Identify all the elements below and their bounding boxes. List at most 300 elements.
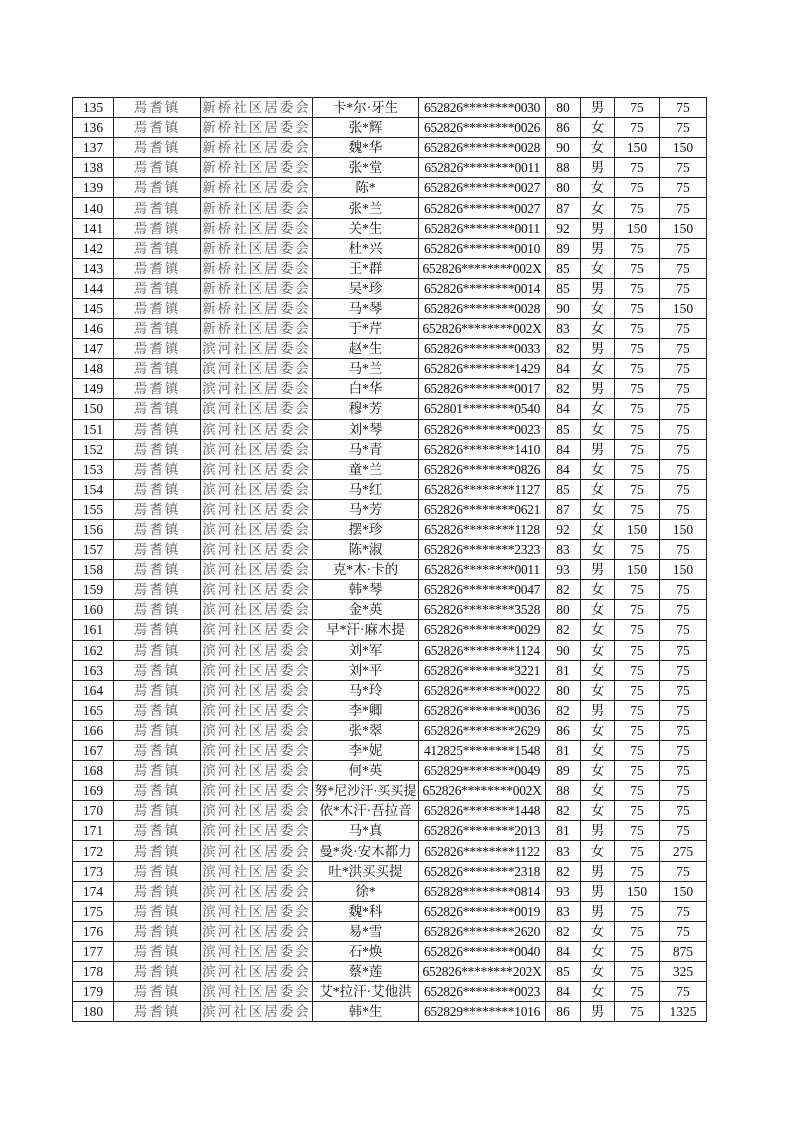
standard-cell: 75 <box>615 319 660 339</box>
amount-cell: 75 <box>660 801 707 821</box>
age-cell: 85 <box>546 962 581 982</box>
table-row <box>73 901 707 921</box>
table-row <box>73 620 707 640</box>
community-cell: 滨河社区居委会 <box>201 580 313 600</box>
name-cell: 杜*兴 <box>313 238 419 258</box>
sex-cell: 女 <box>581 298 615 318</box>
age-cell: 82 <box>546 801 581 821</box>
name-cell: 马*兰 <box>313 359 419 379</box>
community-cell: 滨河社区居委会 <box>201 841 313 861</box>
id-number-cell: 652826********0019 <box>419 901 546 921</box>
standard-cell: 75 <box>615 580 660 600</box>
age-cell: 80 <box>546 680 581 700</box>
table-row <box>73 821 707 841</box>
id-number-cell: 652826********1429 <box>419 359 546 379</box>
sex-cell: 男 <box>581 700 615 720</box>
amount-cell: 75 <box>660 680 707 700</box>
name-cell: 金*英 <box>313 600 419 620</box>
sex-cell: 女 <box>581 419 615 439</box>
row-number-cell: 144 <box>73 278 114 298</box>
town-cell: 焉耆镇 <box>114 178 201 198</box>
amount-cell: 75 <box>660 861 707 881</box>
row-number-cell: 135 <box>73 98 114 118</box>
row-number-cell: 158 <box>73 560 114 580</box>
sex-cell: 男 <box>581 278 615 298</box>
amount-cell: 75 <box>660 278 707 298</box>
row-number-cell: 152 <box>73 439 114 459</box>
town-cell: 焉耆镇 <box>114 560 201 580</box>
table-body <box>73 98 707 1022</box>
age-cell: 82 <box>546 580 581 600</box>
sex-cell: 男 <box>581 339 615 359</box>
amount-cell: 75 <box>660 198 707 218</box>
name-cell: 吴*珍 <box>313 278 419 298</box>
sex-cell: 女 <box>581 941 615 961</box>
row-number-cell: 166 <box>73 720 114 740</box>
row-number-cell: 165 <box>73 700 114 720</box>
community-cell: 滨河社区居委会 <box>201 459 313 479</box>
id-number-cell: 652826********0023 <box>419 419 546 439</box>
table-row <box>73 801 707 821</box>
community-cell: 滨河社区居委会 <box>201 941 313 961</box>
id-number-cell: 652826********0011 <box>419 158 546 178</box>
row-number-cell: 179 <box>73 982 114 1002</box>
table-row <box>73 982 707 1002</box>
name-cell: 徐* <box>313 881 419 901</box>
sex-cell: 女 <box>581 982 615 1002</box>
community-cell: 新桥社区居委会 <box>201 298 313 318</box>
id-number-cell: 652826********1448 <box>419 801 546 821</box>
name-cell: 马*琴 <box>313 298 419 318</box>
table-row <box>73 861 707 881</box>
town-cell: 焉耆镇 <box>114 680 201 700</box>
row-number-cell: 148 <box>73 359 114 379</box>
id-number-cell: 652826********1124 <box>419 640 546 660</box>
town-cell: 焉耆镇 <box>114 700 201 720</box>
community-cell: 滨河社区居委会 <box>201 1002 313 1022</box>
town-cell: 焉耆镇 <box>114 379 201 399</box>
table-row <box>73 560 707 580</box>
sex-cell: 男 <box>581 98 615 118</box>
row-number-cell: 180 <box>73 1002 114 1022</box>
standard-cell: 75 <box>615 861 660 881</box>
standard-cell: 75 <box>615 399 660 419</box>
town-cell: 焉耆镇 <box>114 781 201 801</box>
age-cell: 87 <box>546 198 581 218</box>
row-number-cell: 150 <box>73 399 114 419</box>
amount-cell: 150 <box>660 560 707 580</box>
amount-cell: 75 <box>660 399 707 419</box>
community-cell: 滨河社区居委会 <box>201 781 313 801</box>
standard-cell: 75 <box>615 660 660 680</box>
table-row <box>73 600 707 620</box>
name-cell: 王*群 <box>313 258 419 278</box>
community-cell: 滨河社区居委会 <box>201 761 313 781</box>
row-number-cell: 160 <box>73 600 114 620</box>
age-cell: 84 <box>546 982 581 1002</box>
name-cell: 吐*洪买买提 <box>313 861 419 881</box>
amount-cell: 75 <box>660 640 707 660</box>
standard-cell: 75 <box>615 640 660 660</box>
name-cell: 刘*平 <box>313 660 419 680</box>
amount-cell: 150 <box>660 298 707 318</box>
standard-cell: 75 <box>615 680 660 700</box>
id-number-cell: 652826********0029 <box>419 620 546 640</box>
amount-cell: 75 <box>660 700 707 720</box>
row-number-cell: 177 <box>73 941 114 961</box>
amount-cell: 75 <box>660 339 707 359</box>
name-cell: 张*堂 <box>313 158 419 178</box>
id-number-cell: 652826********0028 <box>419 298 546 318</box>
name-cell: 童*兰 <box>313 459 419 479</box>
community-cell: 新桥社区居委会 <box>201 98 313 118</box>
row-number-cell: 172 <box>73 841 114 861</box>
community-cell: 滨河社区居委会 <box>201 700 313 720</box>
standard-cell: 75 <box>615 700 660 720</box>
id-number-cell: 652826********2318 <box>419 861 546 881</box>
name-cell: 刘*琴 <box>313 419 419 439</box>
table-row <box>73 138 707 158</box>
table-row <box>73 98 707 118</box>
community-cell: 滨河社区居委会 <box>201 600 313 620</box>
age-cell: 90 <box>546 298 581 318</box>
age-cell: 83 <box>546 319 581 339</box>
table-row <box>73 118 707 138</box>
row-number-cell: 168 <box>73 761 114 781</box>
standard-cell: 75 <box>615 761 660 781</box>
name-cell: 艾*拉汗·艾他洪 <box>313 982 419 1002</box>
row-number-cell: 170 <box>73 801 114 821</box>
sex-cell: 女 <box>581 198 615 218</box>
sex-cell: 女 <box>581 479 615 499</box>
community-cell: 滨河社区居委会 <box>201 419 313 439</box>
row-number-cell: 138 <box>73 158 114 178</box>
community-cell: 滨河社区居委会 <box>201 519 313 539</box>
id-number-cell: 652829********1016 <box>419 1002 546 1022</box>
id-number-cell: 652826********2629 <box>419 720 546 740</box>
sex-cell: 女 <box>581 962 615 982</box>
sex-cell: 女 <box>581 499 615 519</box>
standard-cell: 75 <box>615 298 660 318</box>
id-number-cell: 652826********0621 <box>419 499 546 519</box>
age-cell: 84 <box>546 459 581 479</box>
table-row <box>73 479 707 499</box>
table-row <box>73 459 707 479</box>
amount-cell: 150 <box>660 138 707 158</box>
community-cell: 滨河社区居委会 <box>201 359 313 379</box>
row-number-cell: 161 <box>73 620 114 640</box>
name-cell: 摆*珍 <box>313 519 419 539</box>
name-cell: 赵*生 <box>313 339 419 359</box>
community-cell: 滨河社区居委会 <box>201 720 313 740</box>
table-row <box>73 680 707 700</box>
sex-cell: 女 <box>581 459 615 479</box>
amount-cell: 75 <box>660 379 707 399</box>
row-number-cell: 143 <box>73 258 114 278</box>
standard-cell: 75 <box>615 962 660 982</box>
table-row <box>73 781 707 801</box>
name-cell: 马*青 <box>313 439 419 459</box>
standard-cell: 75 <box>615 620 660 640</box>
town-cell: 焉耆镇 <box>114 901 201 921</box>
table-row <box>73 761 707 781</box>
community-cell: 滨河社区居委会 <box>201 499 313 519</box>
community-cell: 滨河社区居委会 <box>201 921 313 941</box>
standard-cell: 75 <box>615 720 660 740</box>
town-cell: 焉耆镇 <box>114 278 201 298</box>
community-cell: 滨河社区居委会 <box>201 339 313 359</box>
table-row <box>73 660 707 680</box>
standard-cell: 75 <box>615 841 660 861</box>
table-row <box>73 741 707 761</box>
community-cell: 滨河社区居委会 <box>201 640 313 660</box>
standard-cell: 75 <box>615 278 660 298</box>
age-cell: 83 <box>546 841 581 861</box>
standard-cell: 75 <box>615 540 660 560</box>
town-cell: 焉耆镇 <box>114 801 201 821</box>
table-row <box>73 519 707 539</box>
table-row <box>73 720 707 740</box>
name-cell: 马*芳 <box>313 499 419 519</box>
community-cell: 滨河社区居委会 <box>201 962 313 982</box>
community-cell: 滨河社区居委会 <box>201 801 313 821</box>
id-number-cell: 652829********0049 <box>419 761 546 781</box>
id-number-cell: 652826********0017 <box>419 379 546 399</box>
sex-cell: 女 <box>581 781 615 801</box>
id-number-cell: 652801********0540 <box>419 399 546 419</box>
id-number-cell: 652826********1127 <box>419 479 546 499</box>
table-row <box>73 319 707 339</box>
standard-cell: 75 <box>615 98 660 118</box>
row-number-cell: 151 <box>73 419 114 439</box>
sex-cell: 男 <box>581 1002 615 1022</box>
sex-cell: 男 <box>581 238 615 258</box>
table-row <box>73 540 707 560</box>
standard-cell: 75 <box>615 901 660 921</box>
sex-cell: 女 <box>581 600 615 620</box>
id-number-cell: 652826********0011 <box>419 560 546 580</box>
age-cell: 88 <box>546 158 581 178</box>
sex-cell: 女 <box>581 680 615 700</box>
town-cell: 焉耆镇 <box>114 962 201 982</box>
town-cell: 焉耆镇 <box>114 841 201 861</box>
town-cell: 焉耆镇 <box>114 620 201 640</box>
standard-cell: 75 <box>615 178 660 198</box>
name-cell: 马*真 <box>313 821 419 841</box>
standard-cell: 75 <box>615 158 660 178</box>
name-cell: 穆*芳 <box>313 399 419 419</box>
sex-cell: 男 <box>581 901 615 921</box>
row-number-cell: 136 <box>73 118 114 138</box>
age-cell: 92 <box>546 218 581 238</box>
standard-cell: 75 <box>615 600 660 620</box>
standard-cell: 75 <box>615 118 660 138</box>
row-number-cell: 173 <box>73 861 114 881</box>
town-cell: 焉耆镇 <box>114 479 201 499</box>
age-cell: 90 <box>546 138 581 158</box>
sex-cell: 女 <box>581 640 615 660</box>
table-row <box>73 962 707 982</box>
age-cell: 81 <box>546 741 581 761</box>
name-cell: 韩*琴 <box>313 580 419 600</box>
age-cell: 82 <box>546 379 581 399</box>
amount-cell: 150 <box>660 218 707 238</box>
town-cell: 焉耆镇 <box>114 158 201 178</box>
id-number-cell: 652826********002X <box>419 319 546 339</box>
town-cell: 焉耆镇 <box>114 519 201 539</box>
id-number-cell: 652826********0027 <box>419 198 546 218</box>
table-row <box>73 339 707 359</box>
row-number-cell: 176 <box>73 921 114 941</box>
community-cell: 滨河社区居委会 <box>201 379 313 399</box>
amount-cell: 75 <box>660 419 707 439</box>
row-number-cell: 137 <box>73 138 114 158</box>
amount-cell: 275 <box>660 841 707 861</box>
id-number-cell: 652826********002X <box>419 781 546 801</box>
table-row <box>73 198 707 218</box>
standard-cell: 75 <box>615 982 660 1002</box>
standard-cell: 75 <box>615 1002 660 1022</box>
town-cell: 焉耆镇 <box>114 439 201 459</box>
amount-cell: 75 <box>660 439 707 459</box>
name-cell: 蔡*莲 <box>313 962 419 982</box>
age-cell: 86 <box>546 118 581 138</box>
age-cell: 84 <box>546 941 581 961</box>
community-cell: 滨河社区居委会 <box>201 881 313 901</box>
table-row <box>73 499 707 519</box>
amount-cell: 150 <box>660 881 707 901</box>
row-number-cell: 140 <box>73 198 114 218</box>
town-cell: 焉耆镇 <box>114 238 201 258</box>
table-row <box>73 419 707 439</box>
age-cell: 81 <box>546 660 581 680</box>
standard-cell: 75 <box>615 419 660 439</box>
id-number-cell: 652826********2620 <box>419 921 546 941</box>
standard-cell: 75 <box>615 781 660 801</box>
sex-cell: 女 <box>581 720 615 740</box>
standard-cell: 75 <box>615 459 660 479</box>
standard-cell: 75 <box>615 198 660 218</box>
row-number-cell: 175 <box>73 901 114 921</box>
id-number-cell: 652826********0826 <box>419 459 546 479</box>
sex-cell: 女 <box>581 519 615 539</box>
row-number-cell: 169 <box>73 781 114 801</box>
town-cell: 焉耆镇 <box>114 600 201 620</box>
name-cell: 陈* <box>313 178 419 198</box>
standard-cell: 75 <box>615 921 660 941</box>
amount-cell: 75 <box>660 319 707 339</box>
standard-cell: 150 <box>615 138 660 158</box>
town-cell: 焉耆镇 <box>114 118 201 138</box>
name-cell: 张*兰 <box>313 198 419 218</box>
amount-cell: 75 <box>660 761 707 781</box>
town-cell: 焉耆镇 <box>114 580 201 600</box>
age-cell: 84 <box>546 359 581 379</box>
town-cell: 焉耆镇 <box>114 540 201 560</box>
name-cell: 张*辉 <box>313 118 419 138</box>
standard-cell: 150 <box>615 218 660 238</box>
town-cell: 焉耆镇 <box>114 741 201 761</box>
age-cell: 89 <box>546 761 581 781</box>
community-cell: 新桥社区居委会 <box>201 319 313 339</box>
standard-cell: 150 <box>615 881 660 901</box>
table-row <box>73 941 707 961</box>
name-cell: 易*雪 <box>313 921 419 941</box>
sex-cell: 女 <box>581 660 615 680</box>
name-cell: 于*芹 <box>313 319 419 339</box>
amount-cell: 75 <box>660 720 707 740</box>
id-number-cell: 652826********202X <box>419 962 546 982</box>
sex-cell: 女 <box>581 580 615 600</box>
name-cell: 关*生 <box>313 218 419 238</box>
amount-cell: 75 <box>660 982 707 1002</box>
id-number-cell: 652826********1410 <box>419 439 546 459</box>
row-number-cell: 162 <box>73 640 114 660</box>
name-cell: 何*英 <box>313 761 419 781</box>
sex-cell: 男 <box>581 379 615 399</box>
id-number-cell: 412825********1548 <box>419 741 546 761</box>
town-cell: 焉耆镇 <box>114 499 201 519</box>
id-number-cell: 652826********0010 <box>419 238 546 258</box>
sex-cell: 女 <box>581 258 615 278</box>
town-cell: 焉耆镇 <box>114 419 201 439</box>
age-cell: 82 <box>546 921 581 941</box>
table-row <box>73 298 707 318</box>
sex-cell: 女 <box>581 118 615 138</box>
standard-cell: 75 <box>615 941 660 961</box>
id-number-cell: 652826********2323 <box>419 540 546 560</box>
id-number-cell: 652826********1122 <box>419 841 546 861</box>
standard-cell: 75 <box>615 439 660 459</box>
table-row <box>73 218 707 238</box>
sex-cell: 女 <box>581 620 615 640</box>
id-number-cell: 652826********002X <box>419 258 546 278</box>
amount-cell: 75 <box>660 98 707 118</box>
name-cell: 马*玲 <box>313 680 419 700</box>
table-row <box>73 439 707 459</box>
amount-cell: 75 <box>660 499 707 519</box>
age-cell: 85 <box>546 419 581 439</box>
amount-cell: 75 <box>660 258 707 278</box>
name-cell: 李*妮 <box>313 741 419 761</box>
row-number-cell: 167 <box>73 741 114 761</box>
town-cell: 焉耆镇 <box>114 339 201 359</box>
amount-cell: 75 <box>660 540 707 560</box>
table-row <box>73 921 707 941</box>
age-cell: 93 <box>546 881 581 901</box>
age-cell: 82 <box>546 700 581 720</box>
sex-cell: 女 <box>581 138 615 158</box>
sex-cell: 女 <box>581 801 615 821</box>
sex-cell: 男 <box>581 218 615 238</box>
community-cell: 滨河社区居委会 <box>201 560 313 580</box>
community-cell: 新桥社区居委会 <box>201 158 313 178</box>
standard-cell: 75 <box>615 479 660 499</box>
elderly-subsidy-table <box>72 97 707 1022</box>
sex-cell: 女 <box>581 841 615 861</box>
sex-cell: 女 <box>581 319 615 339</box>
community-cell: 滨河社区居委会 <box>201 901 313 921</box>
sex-cell: 男 <box>581 560 615 580</box>
id-number-cell: 652826********0027 <box>419 178 546 198</box>
amount-cell: 75 <box>660 580 707 600</box>
row-number-cell: 154 <box>73 479 114 499</box>
community-cell: 滨河社区居委会 <box>201 399 313 419</box>
community-cell: 滨河社区居委会 <box>201 660 313 680</box>
age-cell: 87 <box>546 499 581 519</box>
town-cell: 焉耆镇 <box>114 218 201 238</box>
town-cell: 焉耆镇 <box>114 319 201 339</box>
